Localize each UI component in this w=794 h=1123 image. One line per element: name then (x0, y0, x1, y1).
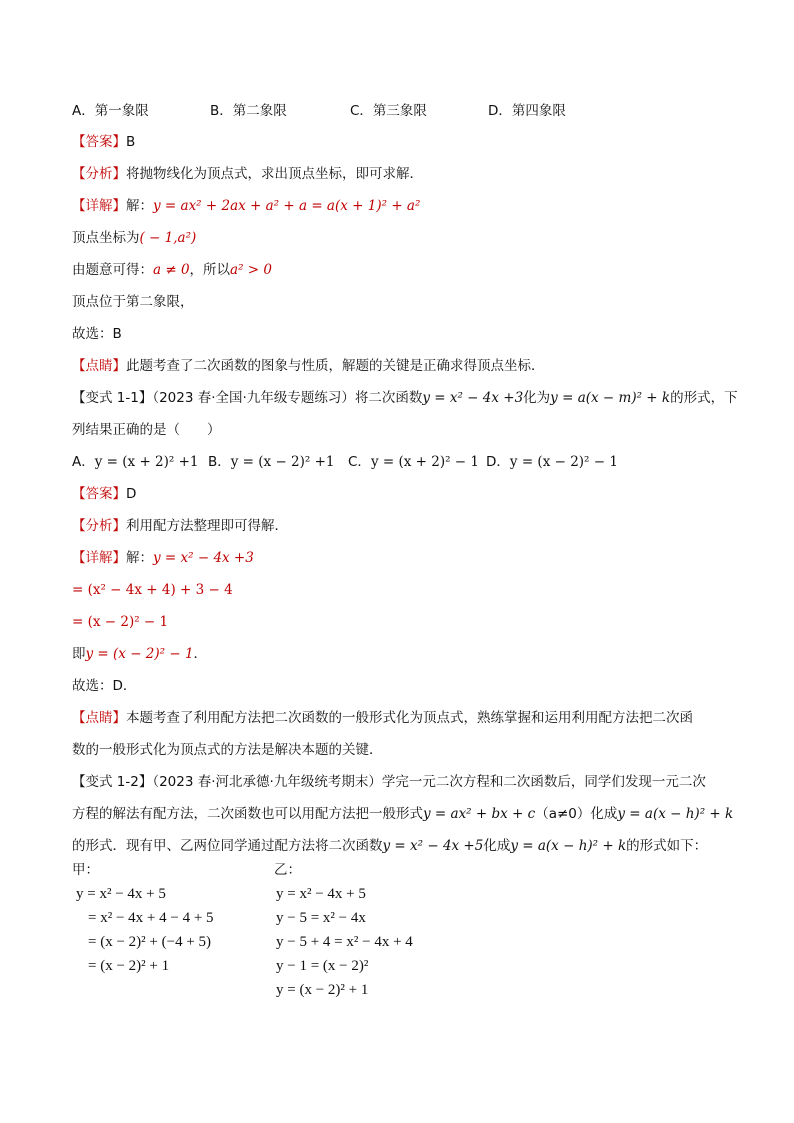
analysis-line-2 (72, 516, 288, 536)
quadrant-text: 顶点位于第二象限， (72, 294, 194, 310)
option-label: D． (486, 454, 510, 470)
stem-text-1: 学完一元二次方程和二次函数后，同学们发现一元二次 (381, 774, 706, 790)
option-d (486, 452, 618, 472)
jia-label: 甲： (72, 862, 99, 878)
option-eq: y = (x + 2)² − 1 (370, 454, 479, 470)
variant-1-2-stem-2 (72, 804, 733, 824)
option-label: C． (348, 454, 371, 470)
detail-step-3: = (x − 2)² − 1 (72, 614, 169, 630)
condition-line (72, 260, 272, 280)
yi-step: y − 5 + 4 = x² − 4x + 4 (276, 934, 413, 950)
variant-1-1-source: （2023 春·全国·九年级专题练习） (152, 390, 355, 406)
variant-1-2-source: （2023 春·河北承德·九年级统考期末） (152, 774, 382, 790)
option-a (72, 452, 199, 472)
detail-step-2-line (72, 580, 233, 600)
detail-step-2: = (x² − 4x + 4) + 3 − 4 (72, 582, 233, 598)
quadrant-line (72, 292, 194, 312)
detail-tag: 【详解】 (72, 198, 126, 214)
stem-text-3b: 化成 (483, 838, 511, 854)
jia-step: = (x − 2)² + (−4 + 5) (88, 934, 212, 950)
options-row-2 (72, 452, 722, 472)
comment-tag: 【点睛】 (72, 710, 126, 726)
option-eq: y = (x + 2)² +1 (94, 454, 199, 470)
stem-eq-1: y = x² − 4x +3 (422, 390, 524, 406)
condition-eq-2: a² > 0 (230, 262, 272, 278)
yi-step: y − 5 = x² − 4x (276, 910, 366, 926)
stem-eq-function: y = x² − 4x +5 (382, 838, 484, 854)
detail-line-1 (72, 196, 420, 216)
option-label: B． (208, 454, 231, 470)
option-b: B．第二象限 (210, 103, 287, 119)
option-eq: y = (x − 2)² − 1 (509, 454, 618, 470)
comment-line-1 (72, 356, 545, 376)
option-eq: y = (x − 2)² +1 (230, 454, 335, 470)
stem-text-3c: 的形式如下： (626, 838, 708, 854)
choose-text: 故选：B (72, 326, 122, 342)
choose-text: 故选：D． (72, 678, 137, 694)
answer-tag: 【答案】 (72, 486, 126, 502)
yi-step: y − 1 = (x − 2)² (276, 958, 369, 974)
analysis-tag: 【分析】 (72, 518, 126, 534)
option-c (348, 452, 479, 472)
comment-line-2 (72, 708, 693, 728)
jia-step: = (x − 2)² + 1 (88, 958, 170, 974)
condition-eq-1: a ≠ 0 (153, 262, 190, 278)
comment-text: 此题考查了二次函数的图象与性质，解题的关键是正确求得顶点坐标． (126, 358, 545, 374)
variant-1-2-stem (72, 772, 706, 792)
option-a: A．第一象限 (72, 103, 149, 119)
result-equation: y = (x − 2)² − 1 (85, 646, 194, 662)
detail-equation: y = ax² + 2ax + a² + a = a(x + 1)² + a² (153, 198, 421, 214)
comment-line-2-cont (72, 740, 383, 760)
answer-tag: 【答案】 (72, 134, 126, 150)
yi-work (274, 858, 413, 1002)
variant-1-2-tag: 【变式 1-2】 (72, 774, 153, 790)
jia-work (72, 858, 214, 978)
variant-1-1-stem-cont (72, 420, 221, 440)
detail-step-1: y = x² − 4x +3 (153, 550, 254, 566)
options-row-1 (72, 101, 722, 121)
jia-step: y = x² − 4x + 5 (76, 886, 166, 902)
stem-text-2a: 方程的解法有配方法，二次函数也可以用配方法把一般形式 (72, 806, 423, 822)
stem-text-4: 列结果正确的是（ ） (72, 422, 221, 438)
choose-line-1 (72, 324, 122, 344)
stem-eq-general: y = ax² + bx + c (423, 806, 536, 822)
stem-text-2: 化为 (523, 390, 551, 406)
answer-line-2 (72, 484, 136, 504)
stem-eq-vertex-2: y = a(x − h)² + k (510, 838, 627, 854)
detail-line-2 (72, 548, 254, 568)
yi-label: 乙： (274, 862, 301, 878)
choose-line-2 (72, 676, 136, 696)
yi-step: y = (x − 2)² + 1 (276, 982, 369, 998)
comment-text-2: 数的一般形式化为顶点式的方法是解决本题的关键． (72, 742, 383, 758)
detail-step-3-line (72, 612, 168, 632)
option-d: D．第四象限 (488, 103, 566, 119)
stem-text-2b: （a≠0）化成 (535, 806, 618, 822)
answer-value: D (126, 486, 137, 502)
detail-prefix: 解： (126, 550, 153, 566)
answer-value: B (126, 134, 136, 150)
vertex-equation: ( − 1,a²) (139, 230, 197, 246)
stem-text-1: 将二次函数 (354, 390, 423, 406)
variant-1-2-stem-3 (72, 836, 707, 856)
analysis-line-1 (72, 164, 423, 184)
variant-1-1-stem (72, 388, 738, 408)
analysis-text: 将抛物线化为顶点式，求出顶点坐标，即可求解． (126, 166, 423, 182)
answer-line-1 (72, 132, 135, 152)
vertex-line (72, 228, 196, 248)
condition-mid: ，所以 (189, 262, 231, 278)
result-line (72, 644, 207, 664)
option-c: C．第三象限 (350, 103, 427, 119)
detail-prefix: 解： (126, 198, 153, 214)
vertex-text: 顶点坐标为 (72, 230, 140, 246)
yi-step: y = x² − 4x + 5 (276, 886, 366, 902)
condition-text: 由题意可得： (72, 262, 153, 278)
stem-eq-vertex: y = a(x − h)² + k (617, 806, 734, 822)
stem-text-3: 的形式，下 (670, 390, 738, 406)
detail-tag: 【详解】 (72, 550, 126, 566)
analysis-tag: 【分析】 (72, 166, 126, 182)
option-label: A． (72, 454, 95, 470)
result-suffix: ． (193, 646, 208, 662)
comment-text-1: 本题考查了利用配方法把二次函数的一般形式化为顶点式，熟练掌握和运用利用配方法把二次函 (126, 710, 693, 726)
result-prefix: 即 (72, 646, 86, 662)
stem-text-3a: 的形式．现有甲、乙两位同学通过配方法将二次函数 (72, 838, 383, 854)
stem-eq-2: y = a(x − m)² + k (550, 390, 671, 406)
option-b (208, 452, 335, 472)
comment-tag: 【点睛】 (72, 358, 126, 374)
analysis-text: 利用配方法整理即可得解． (126, 518, 288, 534)
jia-step: = x² − 4x + 4 − 4 + 5 (88, 910, 214, 926)
variant-1-1-tag: 【变式 1-1】 (72, 390, 153, 406)
